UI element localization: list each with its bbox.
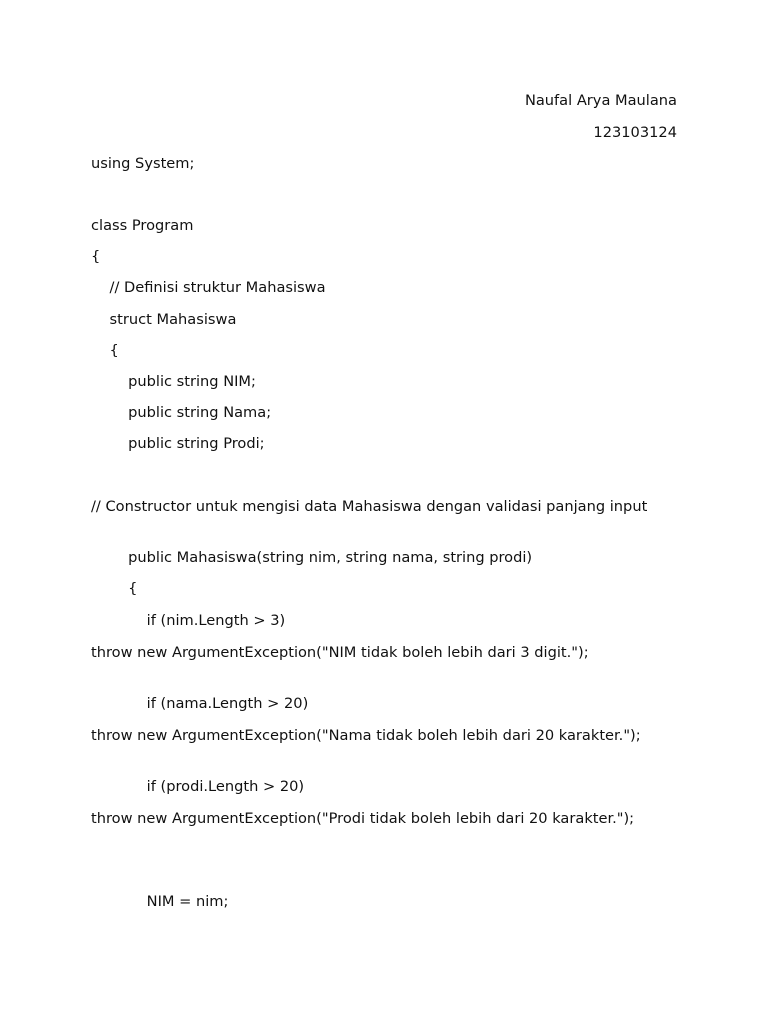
code-line: public Mahasiswa(string nim, string nama, string prodi)	[91, 549, 533, 566]
code-line: public string Nama;	[91, 404, 272, 421]
code-line: NIM = nim;	[91, 893, 229, 910]
code-comment: // Definisi struktur Mahasiswa	[91, 279, 326, 296]
code-line: throw new ArgumentException("NIM tidak boleh lebih dari 3 digit.");	[91, 644, 589, 661]
code-line: {	[91, 580, 138, 597]
code-line: throw new ArgumentException("Nama tidak boleh lebih dari 20 karakter.");	[91, 727, 641, 744]
code-line: struct Mahasiswa	[91, 311, 237, 328]
code-line: class Program	[91, 217, 194, 234]
author-nim: 123103124	[593, 124, 677, 141]
code-line: public string Prodi;	[91, 435, 265, 452]
code-line: public string NIM;	[91, 373, 256, 390]
code-line: {	[91, 342, 119, 359]
code-line: throw new ArgumentException("Prodi tidak boleh lebih dari 20 karakter.");	[91, 810, 635, 827]
code-line: if (nim.Length > 3)	[91, 612, 286, 629]
author-name: Naufal Arya Maulana	[524, 92, 677, 109]
code-line: {	[91, 248, 101, 265]
code-line: if (prodi.Length > 20)	[91, 778, 305, 795]
code-line: if (nama.Length > 20)	[91, 695, 309, 712]
code-comment: // Constructor untuk mengisi data Mahasiswa dengan validasi panjang input	[91, 498, 648, 515]
code-line: using System;	[91, 155, 195, 172]
